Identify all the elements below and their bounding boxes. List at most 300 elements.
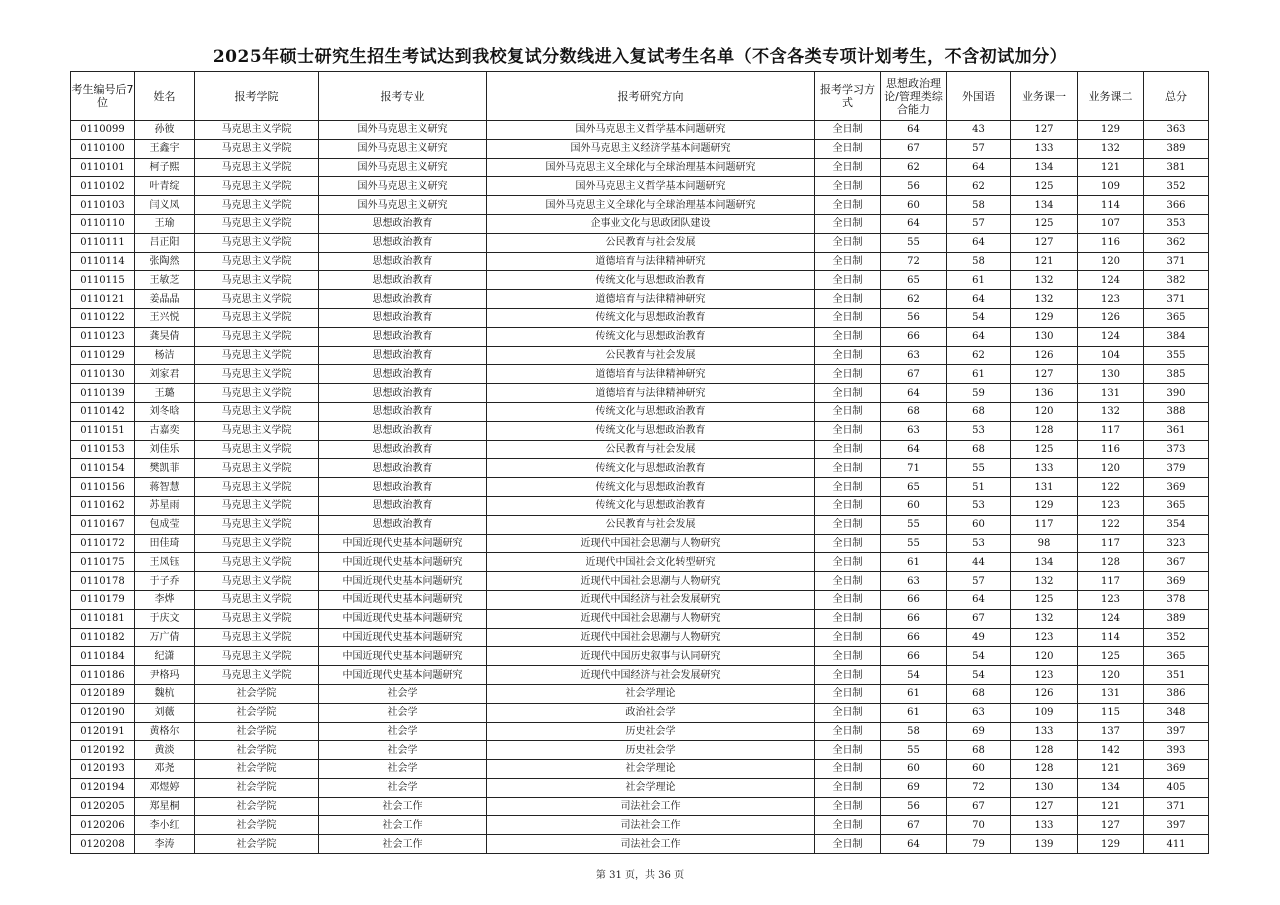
cell-name: 纪潇 [135,647,195,666]
cell-major: 社会学 [319,741,487,760]
cell-name: 龚昊倩 [135,327,195,346]
cell-college: 社会学院 [195,741,319,760]
table-row [71,121,1209,140]
cell-college: 马克思主义学院 [195,647,319,666]
cell-exam-id: 0110121 [71,290,135,309]
cell-exam-id: 0110172 [71,534,135,553]
cell-exam-id: 0120189 [71,684,135,703]
cell-politics-score: 66 [881,647,947,666]
cell-research-direction: 公民教育与社会发展 [487,440,815,459]
cell-study-mode: 全日制 [815,590,881,609]
cell-course-two: 142 [1078,741,1144,760]
cell-total: 351 [1144,666,1209,685]
cell-exam-id: 0110123 [71,327,135,346]
cell-name: 叶青绽 [135,177,195,196]
cell-total: 363 [1144,121,1209,140]
cell-foreign-language: 72 [947,778,1011,797]
cell-politics-score: 55 [881,515,947,534]
cell-name: 邓煜婷 [135,778,195,797]
cell-exam-id: 0110154 [71,459,135,478]
cell-course-two: 117 [1078,534,1144,553]
cell-college: 马克思主义学院 [195,402,319,421]
cell-name: 杨洁 [135,346,195,365]
cell-total: 365 [1144,308,1209,327]
cell-total: 411 [1144,835,1209,854]
cell-total: 367 [1144,553,1209,572]
cell-foreign-language: 57 [947,214,1011,233]
cell-major: 思想政治教育 [319,402,487,421]
cell-exam-id: 0110142 [71,402,135,421]
cell-college: 社会学院 [195,835,319,854]
cell-major: 中国近现代史基本问题研究 [319,647,487,666]
cell-course-two: 124 [1078,327,1144,346]
cell-research-direction: 国外马克思主义哲学基本问题研究 [487,121,815,140]
table-row [71,402,1209,421]
cell-college: 马克思主义学院 [195,290,319,309]
cell-name: 蒋智慧 [135,478,195,497]
cell-total: 369 [1144,478,1209,497]
table-row [71,478,1209,497]
cell-name: 李小红 [135,816,195,835]
cell-name: 古嘉奕 [135,421,195,440]
cell-course-one: 98 [1011,534,1078,553]
cell-major: 思想政治教育 [319,478,487,497]
table-row [71,308,1209,327]
cell-course-two: 122 [1078,515,1144,534]
cell-foreign-language: 53 [947,534,1011,553]
cell-study-mode: 全日制 [815,703,881,722]
cell-study-mode: 全日制 [815,158,881,177]
cell-course-one: 126 [1011,684,1078,703]
cell-politics-score: 61 [881,703,947,722]
cell-course-one: 125 [1011,590,1078,609]
cell-name: 郑星桐 [135,797,195,816]
cell-foreign-language: 68 [947,741,1011,760]
cell-college: 马克思主义学院 [195,628,319,647]
cell-research-direction: 司法社会工作 [487,797,815,816]
cell-total: 384 [1144,327,1209,346]
cell-course-one: 125 [1011,440,1078,459]
cell-course-one: 120 [1011,647,1078,666]
cell-politics-score: 60 [881,196,947,215]
cell-politics-score: 56 [881,177,947,196]
cell-foreign-language: 64 [947,158,1011,177]
cell-college: 马克思主义学院 [195,121,319,140]
cell-politics-score: 67 [881,365,947,384]
cell-course-two: 132 [1078,402,1144,421]
cell-major: 思想政治教育 [319,440,487,459]
cell-course-one: 130 [1011,778,1078,797]
table-row [71,590,1209,609]
cell-politics-score: 63 [881,572,947,591]
cell-course-one: 132 [1011,271,1078,290]
cell-research-direction: 历史社会学 [487,741,815,760]
cell-exam-id: 0110175 [71,553,135,572]
cell-name: 尹格玛 [135,666,195,685]
cell-major: 中国近现代史基本问题研究 [319,534,487,553]
cell-college: 社会学院 [195,797,319,816]
cell-name: 李烨 [135,590,195,609]
cell-politics-score: 62 [881,290,947,309]
cell-course-two: 114 [1078,196,1144,215]
cell-total: 397 [1144,816,1209,835]
cell-college: 马克思主义学院 [195,553,319,572]
cell-name: 闫义凤 [135,196,195,215]
cell-course-one: 129 [1011,496,1078,515]
cell-politics-score: 69 [881,778,947,797]
cell-course-two: 104 [1078,346,1144,365]
cell-course-two: 132 [1078,139,1144,158]
table-row [71,628,1209,647]
cell-major: 社会学 [319,684,487,703]
cell-exam-id: 0110110 [71,214,135,233]
cell-politics-score: 60 [881,760,947,779]
cell-exam-id: 0110153 [71,440,135,459]
cell-foreign-language: 44 [947,553,1011,572]
cell-research-direction: 道德培育与法律精神研究 [487,290,815,309]
cell-course-one: 133 [1011,459,1078,478]
cell-name: 苏星雨 [135,496,195,515]
cell-course-two: 124 [1078,271,1144,290]
cell-college: 社会学院 [195,703,319,722]
cell-foreign-language: 70 [947,816,1011,835]
table-row [71,741,1209,760]
header-politics-score: 思想政治理论/管理类综合能力 [881,72,947,121]
cell-research-direction: 国外马克思主义经济学基本问题研究 [487,139,815,158]
cell-politics-score: 67 [881,139,947,158]
cell-foreign-language: 64 [947,233,1011,252]
cell-exam-id: 0120190 [71,703,135,722]
cell-exam-id: 0110186 [71,666,135,685]
cell-study-mode: 全日制 [815,459,881,478]
cell-course-two: 107 [1078,214,1144,233]
cell-course-two: 120 [1078,252,1144,271]
cell-total: 354 [1144,515,1209,534]
candidate-table [70,71,1209,854]
cell-exam-id: 0110129 [71,346,135,365]
cell-total: 389 [1144,139,1209,158]
cell-course-two: 121 [1078,158,1144,177]
cell-total: 323 [1144,534,1209,553]
cell-name: 樊凯菲 [135,459,195,478]
table-row [71,459,1209,478]
cell-course-one: 123 [1011,628,1078,647]
cell-foreign-language: 62 [947,177,1011,196]
cell-exam-id: 0110178 [71,572,135,591]
cell-research-direction: 道德培育与法律精神研究 [487,252,815,271]
cell-total: 405 [1144,778,1209,797]
cell-study-mode: 全日制 [815,722,881,741]
cell-course-one: 127 [1011,797,1078,816]
cell-exam-id: 0110102 [71,177,135,196]
table-row [71,139,1209,158]
cell-study-mode: 全日制 [815,139,881,158]
cell-course-one: 131 [1011,478,1078,497]
cell-course-two: 115 [1078,703,1144,722]
cell-major: 国外马克思主义研究 [319,196,487,215]
cell-course-one: 134 [1011,553,1078,572]
cell-total: 371 [1144,290,1209,309]
cell-study-mode: 全日制 [815,797,881,816]
cell-research-direction: 近现代中国社会思潮与人物研究 [487,628,815,647]
cell-total: 352 [1144,177,1209,196]
cell-major: 思想政治教育 [319,365,487,384]
cell-research-direction: 国外马克思主义哲学基本问题研究 [487,177,815,196]
cell-total: 353 [1144,214,1209,233]
cell-foreign-language: 57 [947,139,1011,158]
cell-course-one: 133 [1011,139,1078,158]
cell-college: 马克思主义学院 [195,327,319,346]
cell-course-two: 120 [1078,666,1144,685]
cell-politics-score: 68 [881,402,947,421]
cell-research-direction: 社会学理论 [487,760,815,779]
cell-politics-score: 66 [881,609,947,628]
cell-major: 思想政治教育 [319,384,487,403]
cell-research-direction: 道德培育与法律精神研究 [487,365,815,384]
cell-course-two: 114 [1078,628,1144,647]
cell-politics-score: 64 [881,214,947,233]
cell-course-two: 130 [1078,365,1144,384]
cell-exam-id: 0120194 [71,778,135,797]
cell-course-one: 125 [1011,214,1078,233]
cell-course-one: 132 [1011,609,1078,628]
cell-name: 王凤钰 [135,553,195,572]
cell-course-one: 120 [1011,402,1078,421]
table-row [71,760,1209,779]
cell-study-mode: 全日制 [815,778,881,797]
cell-total: 369 [1144,760,1209,779]
table-row [71,196,1209,215]
cell-total: 382 [1144,271,1209,290]
cell-total: 390 [1144,384,1209,403]
cell-course-two: 121 [1078,760,1144,779]
cell-research-direction: 近现代中国社会思潮与人物研究 [487,572,815,591]
cell-research-direction: 企事业文化与思政团队建设 [487,214,815,233]
cell-major: 思想政治教育 [319,271,487,290]
cell-major: 思想政治教育 [319,308,487,327]
cell-research-direction: 传统文化与思想政治教育 [487,421,815,440]
cell-politics-score: 65 [881,271,947,290]
cell-course-two: 124 [1078,609,1144,628]
cell-total: 397 [1144,722,1209,741]
cell-total: 389 [1144,609,1209,628]
cell-course-two: 123 [1078,290,1144,309]
cell-exam-id: 0110122 [71,308,135,327]
cell-study-mode: 全日制 [815,572,881,591]
cell-politics-score: 66 [881,327,947,346]
header-research-direction: 报考研究方向 [487,72,815,121]
cell-politics-score: 67 [881,816,947,835]
cell-politics-score: 64 [881,440,947,459]
cell-name: 李涛 [135,835,195,854]
cell-exam-id: 0110184 [71,647,135,666]
cell-research-direction: 公民教育与社会发展 [487,515,815,534]
cell-politics-score: 54 [881,666,947,685]
cell-foreign-language: 64 [947,590,1011,609]
cell-politics-score: 71 [881,459,947,478]
cell-name: 柯子熙 [135,158,195,177]
cell-name: 黄淡 [135,741,195,760]
cell-study-mode: 全日制 [815,741,881,760]
cell-college: 社会学院 [195,816,319,835]
page-title: 2025年硕士研究生招生考试达到我校复试分数线进入复试考生名单（不含各类专项计划考生，不含初试加分） [212,47,1068,67]
cell-name: 黄格尔 [135,722,195,741]
cell-name: 刘薇 [135,703,195,722]
cell-research-direction: 传统文化与思想政治教育 [487,327,815,346]
cell-course-two: 122 [1078,478,1144,497]
cell-exam-id: 0110179 [71,590,135,609]
cell-research-direction: 社会学理论 [487,684,815,703]
cell-politics-score: 60 [881,496,947,515]
table-row [71,233,1209,252]
cell-foreign-language: 51 [947,478,1011,497]
cell-politics-score: 56 [881,797,947,816]
cell-politics-score: 63 [881,346,947,365]
cell-study-mode: 全日制 [815,365,881,384]
cell-politics-score: 63 [881,421,947,440]
cell-foreign-language: 64 [947,327,1011,346]
cell-major: 中国近现代史基本问题研究 [319,590,487,609]
cell-college: 马克思主义学院 [195,572,319,591]
cell-college: 社会学院 [195,684,319,703]
cell-study-mode: 全日制 [815,308,881,327]
cell-foreign-language: 61 [947,365,1011,384]
cell-college: 马克思主义学院 [195,346,319,365]
cell-exam-id: 0110181 [71,609,135,628]
cell-name: 吕正阳 [135,233,195,252]
cell-politics-score: 56 [881,308,947,327]
cell-study-mode: 全日制 [815,327,881,346]
table-row [71,722,1209,741]
cell-research-direction: 公民教育与社会发展 [487,233,815,252]
cell-course-one: 128 [1011,760,1078,779]
cell-total: 385 [1144,365,1209,384]
table-row [71,384,1209,403]
cell-total: 386 [1144,684,1209,703]
cell-college: 马克思主义学院 [195,384,319,403]
header-name: 姓名 [135,72,195,121]
table-row [71,553,1209,572]
cell-major: 国外马克思主义研究 [319,177,487,196]
cell-major: 思想政治教育 [319,421,487,440]
cell-foreign-language: 53 [947,496,1011,515]
table-row [71,496,1209,515]
cell-study-mode: 全日制 [815,496,881,515]
cell-course-one: 125 [1011,177,1078,196]
cell-college: 马克思主义学院 [195,666,319,685]
cell-college: 马克思主义学院 [195,308,319,327]
cell-course-two: 126 [1078,308,1144,327]
cell-total: 361 [1144,421,1209,440]
cell-course-one: 129 [1011,308,1078,327]
cell-total: 352 [1144,628,1209,647]
cell-total: 362 [1144,233,1209,252]
cell-foreign-language: 67 [947,609,1011,628]
cell-research-direction: 近现代中国社会文化转型研究 [487,553,815,572]
cell-exam-id: 0120191 [71,722,135,741]
cell-major: 社会学 [319,778,487,797]
cell-name: 王瑜 [135,214,195,233]
cell-total: 371 [1144,797,1209,816]
table-row [71,816,1209,835]
cell-foreign-language: 54 [947,647,1011,666]
cell-college: 马克思主义学院 [195,459,319,478]
cell-total: 388 [1144,402,1209,421]
cell-college: 社会学院 [195,722,319,741]
table-row [71,534,1209,553]
cell-politics-score: 58 [881,722,947,741]
cell-study-mode: 全日制 [815,421,881,440]
cell-major: 国外马克思主义研究 [319,158,487,177]
cell-total: 379 [1144,459,1209,478]
cell-name: 刘佳乐 [135,440,195,459]
cell-research-direction: 近现代中国历史叙事与认同研究 [487,647,815,666]
cell-course-two: 120 [1078,459,1144,478]
cell-name: 于子乔 [135,572,195,591]
cell-course-one: 127 [1011,233,1078,252]
cell-course-two: 129 [1078,835,1144,854]
cell-college: 马克思主义学院 [195,177,319,196]
cell-major: 社会工作 [319,797,487,816]
table-row [71,158,1209,177]
cell-study-mode: 全日制 [815,647,881,666]
cell-foreign-language: 68 [947,402,1011,421]
cell-college: 社会学院 [195,760,319,779]
cell-major: 中国近现代史基本问题研究 [319,628,487,647]
cell-major: 国外马克思主义研究 [319,139,487,158]
cell-exam-id: 0120206 [71,816,135,835]
cell-course-one: 136 [1011,384,1078,403]
cell-research-direction: 传统文化与思想政治教育 [487,308,815,327]
cell-course-one: 126 [1011,346,1078,365]
cell-name: 田佳琦 [135,534,195,553]
cell-course-two: 131 [1078,684,1144,703]
cell-major: 中国近现代史基本问题研究 [319,553,487,572]
cell-name: 于庆文 [135,609,195,628]
cell-study-mode: 全日制 [815,252,881,271]
cell-name: 孙彼 [135,121,195,140]
cell-study-mode: 全日制 [815,478,881,497]
cell-foreign-language: 53 [947,421,1011,440]
table-body [71,121,1209,854]
cell-foreign-language: 61 [947,271,1011,290]
cell-major: 中国近现代史基本问题研究 [319,609,487,628]
cell-name: 刘冬晗 [135,402,195,421]
cell-course-one: 132 [1011,572,1078,591]
cell-exam-id: 0110101 [71,158,135,177]
cell-course-one: 133 [1011,816,1078,835]
table-row [71,421,1209,440]
cell-politics-score: 66 [881,628,947,647]
cell-course-one: 123 [1011,666,1078,685]
table-row [71,609,1209,628]
cell-foreign-language: 57 [947,572,1011,591]
cell-total: 365 [1144,647,1209,666]
cell-foreign-language: 58 [947,252,1011,271]
cell-total: 355 [1144,346,1209,365]
cell-course-two: 121 [1078,797,1144,816]
cell-major: 思想政治教育 [319,346,487,365]
cell-total: 373 [1144,440,1209,459]
cell-course-one: 132 [1011,290,1078,309]
cell-college: 马克思主义学院 [195,196,319,215]
cell-course-one: 128 [1011,421,1078,440]
cell-course-two: 123 [1078,496,1144,515]
cell-name: 王兴悦 [135,308,195,327]
cell-course-two: 129 [1078,121,1144,140]
cell-study-mode: 全日制 [815,534,881,553]
cell-major: 思想政治教育 [319,233,487,252]
